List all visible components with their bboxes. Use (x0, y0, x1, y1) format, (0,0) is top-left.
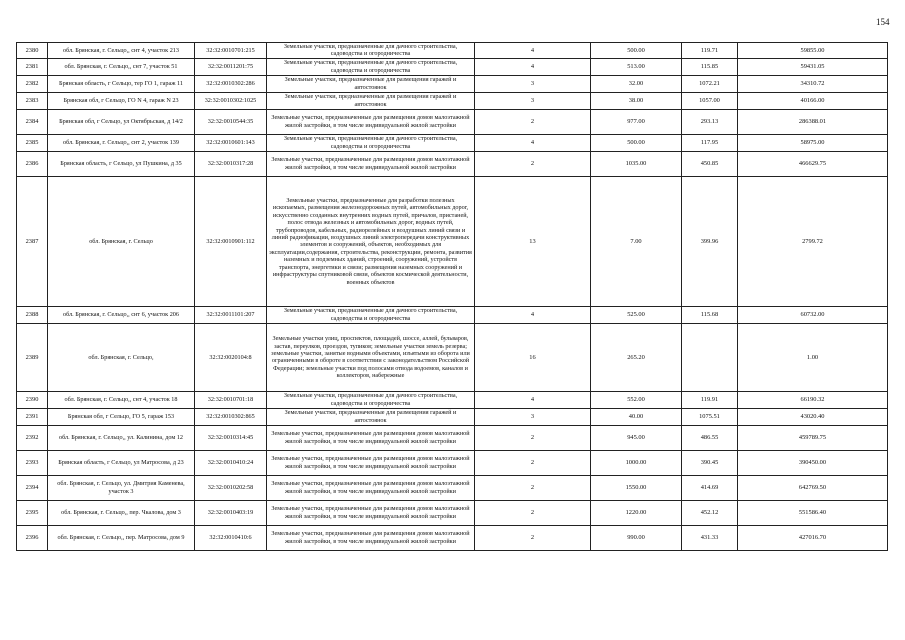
cadastral-value-cell: 551586.40 (738, 500, 888, 525)
cadastral-number-cell: 32:32:0010701:18 (195, 391, 267, 408)
group-cell: 2 (475, 475, 591, 500)
area-cell: 945.00 (591, 425, 682, 450)
address-cell: Брянская обл, г Сельцо, ул Октябрьская, д 14/2 (48, 109, 195, 134)
group-cell: 2 (475, 109, 591, 134)
cadastral-value-cell: 427016.70 (738, 525, 888, 550)
area-cell: 990.00 (591, 525, 682, 550)
cadastral-number-cell: 32:32:0020104:8 (195, 323, 267, 391)
address-cell: обл. Брянская, г. Сельцо,, снт 4, участок 18 (48, 391, 195, 408)
cadastral-number-cell: 32:32:0010302:1025 (195, 92, 267, 109)
land-register-table (16, 42, 888, 551)
table-row (17, 450, 888, 475)
address-cell: Брянская область, г Сельцо, ул Пушкина, д 35 (48, 151, 195, 176)
table-row (17, 58, 888, 75)
group-cell: 4 (475, 134, 591, 151)
cadastral-value-cell: 40166.00 (738, 92, 888, 109)
cadastral-number-cell: 32:32:0010410:6 (195, 525, 267, 550)
table-row (17, 176, 888, 306)
land-use-cell: Земельные участки, предназначенные для размещения домов малоэтажной жилой застройки, в том числе индивидуальной жилой застройки (267, 475, 475, 500)
cadastral-value-cell: 34310.72 (738, 75, 888, 92)
address-cell: обл. Брянская, г. Сельцо,, ул. Калинина, дом 12 (48, 425, 195, 450)
area-cell: 552.00 (591, 391, 682, 408)
land-use-cell: Земельные участки, предназначенные для дачного строительства, садоводства и огородничества (267, 43, 475, 59)
land-use-cell: Земельные участки, предназначенные для размещения гаражей и автостоянок (267, 75, 475, 92)
group-cell: 13 (475, 176, 591, 306)
specific-value-cell: 486.55 (682, 425, 738, 450)
cadastral-value-cell: 286388.01 (738, 109, 888, 134)
cadastral-value-cell: 1.00 (738, 323, 888, 391)
land-use-cell: Земельные участки, предназначенные для разработки полезных ископаемых, размещения железнодорожных путей, автомобильных дорог, искусственно созданных внутренних водных путей, причалов, пристаней, полос отвода железных и автомобильных дорог, водных путей, трубопроводов, кабельных, радиорелейных и воздушных линий связи и линий радиофикации, воздушных линий электропередачи конструктивных элементов и сооружений, объектов, необходимых для эксплуатации,содержания, строительства, реконструкции, ремонта, развития наземных и подземных зданий, строений, сооружений, устройств транспорта, энергетики и связи; размещения наземных сооружений и инфраструктуры спутниковой связи, объектов космической деятельности, военных объектов (267, 176, 475, 306)
specific-value-cell: 119.91 (682, 391, 738, 408)
table-row (17, 109, 888, 134)
land-use-cell: Земельные участки, предназначенные для размещения домов малоэтажной жилой застройки, в том числе индивидуальной жилой застройки (267, 151, 475, 176)
land-use-cell: Земельные участки, предназначенные для дачного строительства, садоводства и огородничества (267, 391, 475, 408)
row-number-cell: 2384 (17, 109, 48, 134)
area-cell: 40.00 (591, 408, 682, 425)
row-number-cell: 2390 (17, 391, 48, 408)
land-use-cell: Земельные участки, предназначенные для размещения домов малоэтажной жилой застройки, в том числе индивидуальной жилой застройки (267, 109, 475, 134)
table-row (17, 391, 888, 408)
land-use-cell: Земельные участки, предназначенные для размещения домов малоэтажной жилой застройки, в том числе индивидуальной жилой застройки (267, 425, 475, 450)
row-number-cell: 2392 (17, 425, 48, 450)
table-row (17, 92, 888, 109)
address-cell: Брянская обл, г Сельцо, ГО 5, гараж 153 (48, 408, 195, 425)
specific-value-cell: 414.69 (682, 475, 738, 500)
area-cell: 1000.00 (591, 450, 682, 475)
address-cell: обл. Брянская, г. Сельцо,, пер. Чкалова, дом 3 (48, 500, 195, 525)
table-row (17, 425, 888, 450)
table-row (17, 134, 888, 151)
specific-value-cell: 1075.51 (682, 408, 738, 425)
address-cell: обл. Брянская, г. Сельцо,, снт 6, участок 206 (48, 306, 195, 323)
group-cell: 4 (475, 43, 591, 59)
table-row (17, 306, 888, 323)
row-number-cell: 2382 (17, 75, 48, 92)
page-number: 154 (876, 17, 890, 27)
table-row (17, 323, 888, 391)
row-number-cell: 2394 (17, 475, 48, 500)
row-number-cell: 2386 (17, 151, 48, 176)
specific-value-cell: 1057.00 (682, 92, 738, 109)
land-use-cell: Земельные участки, предназначенные для размещения гаражей и автостоянок (267, 92, 475, 109)
cadastral-value-cell: 466629.75 (738, 151, 888, 176)
cadastral-number-cell: 32:32:0010202:58 (195, 475, 267, 500)
cadastral-number-cell: 32:32:0011201:75 (195, 58, 267, 75)
specific-value-cell: 1072.21 (682, 75, 738, 92)
table-row (17, 75, 888, 92)
land-use-cell: Земельные участки улиц, проспектов, площадей, шоссе, аллей, бульваров, застав, переулков, проездов, тупиков; земельные участки земель резерва; земельные участки, занятые водными объектами, изъятыми из оборота или ограниченными в обороте в соответствии с законодательством Российской Федерации; земельные участки под полосами отвода водоемов, каналов и коллекторов, набережные (267, 323, 475, 391)
specific-value-cell: 117.95 (682, 134, 738, 151)
area-cell: 265.20 (591, 323, 682, 391)
land-use-cell: Земельные участки, предназначенные для дачного строительства, садоводства и огородничества (267, 134, 475, 151)
row-number-cell: 2387 (17, 176, 48, 306)
address-cell: обл. Брянская, г. Сельцо,, снт 4, участок 213 (48, 43, 195, 59)
land-use-cell: Земельные участки, предназначенные для дачного строительства, садоводства и огородничества (267, 58, 475, 75)
area-cell: 1035.00 (591, 151, 682, 176)
cadastral-number-cell: 32:32:0010701:215 (195, 43, 267, 59)
cadastral-value-cell: 2799.72 (738, 176, 888, 306)
group-cell: 16 (475, 323, 591, 391)
cadastral-value-cell: 58975.00 (738, 134, 888, 151)
cadastral-number-cell: 32:32:0010544:35 (195, 109, 267, 134)
address-cell: обл. Брянская, г. Сельцо, (48, 323, 195, 391)
cadastral-number-cell: 32:32:0010410:24 (195, 450, 267, 475)
area-cell: 32.00 (591, 75, 682, 92)
area-cell: 977.00 (591, 109, 682, 134)
specific-value-cell: 399.96 (682, 176, 738, 306)
specific-value-cell (682, 323, 738, 391)
table-row (17, 408, 888, 425)
specific-value-cell: 390.45 (682, 450, 738, 475)
area-cell: 513.00 (591, 58, 682, 75)
cadastral-value-cell: 59431.05 (738, 58, 888, 75)
cadastral-number-cell: 32:32:0010601:143 (195, 134, 267, 151)
cadastral-number-cell: 32:32:0010302:286 (195, 75, 267, 92)
area-cell: 38.00 (591, 92, 682, 109)
land-use-cell: Земельные участки, предназначенные для размещения домов малоэтажной жилой застройки, в том числе индивидуальной жилой застройки (267, 500, 475, 525)
group-cell: 2 (475, 450, 591, 475)
specific-value-cell: 119.71 (682, 43, 738, 59)
cadastral-number-cell: 32:32:0010314:45 (195, 425, 267, 450)
land-use-cell: Земельные участки, предназначенные для размещения домов малоэтажной жилой застройки, в том числе индивидуальной жилой застройки (267, 525, 475, 550)
table-row (17, 525, 888, 550)
area-cell: 500.00 (591, 134, 682, 151)
table-row (17, 43, 888, 59)
address-cell: обл. Брянская, г. Сельцо,, снт 7, участок 51 (48, 58, 195, 75)
row-number-cell: 2380 (17, 43, 48, 59)
address-cell: обл. Брянская, г. Сельцо,, снт 2, участок 139 (48, 134, 195, 151)
cadastral-number-cell: 32:32:0010317:28 (195, 151, 267, 176)
table-row (17, 475, 888, 500)
group-cell: 4 (475, 391, 591, 408)
address-cell: обл. Брянская, г. Сельцо, ул. Дмитрия Каменева, участок 3 (48, 475, 195, 500)
row-number-cell: 2385 (17, 134, 48, 151)
specific-value-cell: 293.13 (682, 109, 738, 134)
specific-value-cell: 431.33 (682, 525, 738, 550)
row-number-cell: 2393 (17, 450, 48, 475)
row-number-cell: 2388 (17, 306, 48, 323)
group-cell: 3 (475, 408, 591, 425)
specific-value-cell: 115.68 (682, 306, 738, 323)
address-cell: обл. Брянская, г. Сельцо (48, 176, 195, 306)
cadastral-value-cell: 642769.50 (738, 475, 888, 500)
area-cell: 7.00 (591, 176, 682, 306)
address-cell: Брянская обл, г Сельцо, ГО N 4, гараж N 23 (48, 92, 195, 109)
cadastral-number-cell: 32:32:0011101:207 (195, 306, 267, 323)
specific-value-cell: 115.85 (682, 58, 738, 75)
cadastral-value-cell: 59855.00 (738, 43, 888, 59)
group-cell: 2 (475, 151, 591, 176)
cadastral-value-cell: 390450.00 (738, 450, 888, 475)
cadastral-number-cell: 32:32:0010901:112 (195, 176, 267, 306)
row-number-cell: 2389 (17, 323, 48, 391)
row-number-cell: 2381 (17, 58, 48, 75)
land-use-cell: Земельные участки, предназначенные для дачного строительства, садоводства и огородничества (267, 306, 475, 323)
area-cell: 1550.00 (591, 475, 682, 500)
row-number-cell: 2391 (17, 408, 48, 425)
group-cell: 3 (475, 75, 591, 92)
cadastral-value-cell: 66190.32 (738, 391, 888, 408)
land-use-cell: Земельные участки, предназначенные для размещения гаражей и автостоянок (267, 408, 475, 425)
area-cell: 525.00 (591, 306, 682, 323)
land-use-cell: Земельные участки, предназначенные для размещения домов малоэтажной жилой застройки, в том числе индивидуальной жилой застройки (267, 450, 475, 475)
address-cell: обл. Брянская, г. Сельцо,, пер. Матросова, дом 9 (48, 525, 195, 550)
cadastral-value-cell: 459789.75 (738, 425, 888, 450)
group-cell: 4 (475, 306, 591, 323)
cadastral-value-cell: 60732.00 (738, 306, 888, 323)
group-cell: 2 (475, 525, 591, 550)
address-cell: Брянская область, г Сельцо, тер ГО 1, гараж 11 (48, 75, 195, 92)
group-cell: 2 (475, 425, 591, 450)
group-cell: 2 (475, 500, 591, 525)
row-number-cell: 2395 (17, 500, 48, 525)
group-cell: 4 (475, 58, 591, 75)
row-number-cell: 2396 (17, 525, 48, 550)
specific-value-cell: 452.12 (682, 500, 738, 525)
area-cell: 1220.00 (591, 500, 682, 525)
area-cell: 500.00 (591, 43, 682, 59)
table-row (17, 500, 888, 525)
cadastral-number-cell: 32:32:0010403:19 (195, 500, 267, 525)
cadastral-number-cell: 32:32:0010302:865 (195, 408, 267, 425)
table-row (17, 151, 888, 176)
address-cell: Брянская область, г Сельцо, ул Матросова, д 23 (48, 450, 195, 475)
cadastral-value-cell: 43020.40 (738, 408, 888, 425)
specific-value-cell: 450.85 (682, 151, 738, 176)
row-number-cell: 2383 (17, 92, 48, 109)
group-cell: 3 (475, 92, 591, 109)
